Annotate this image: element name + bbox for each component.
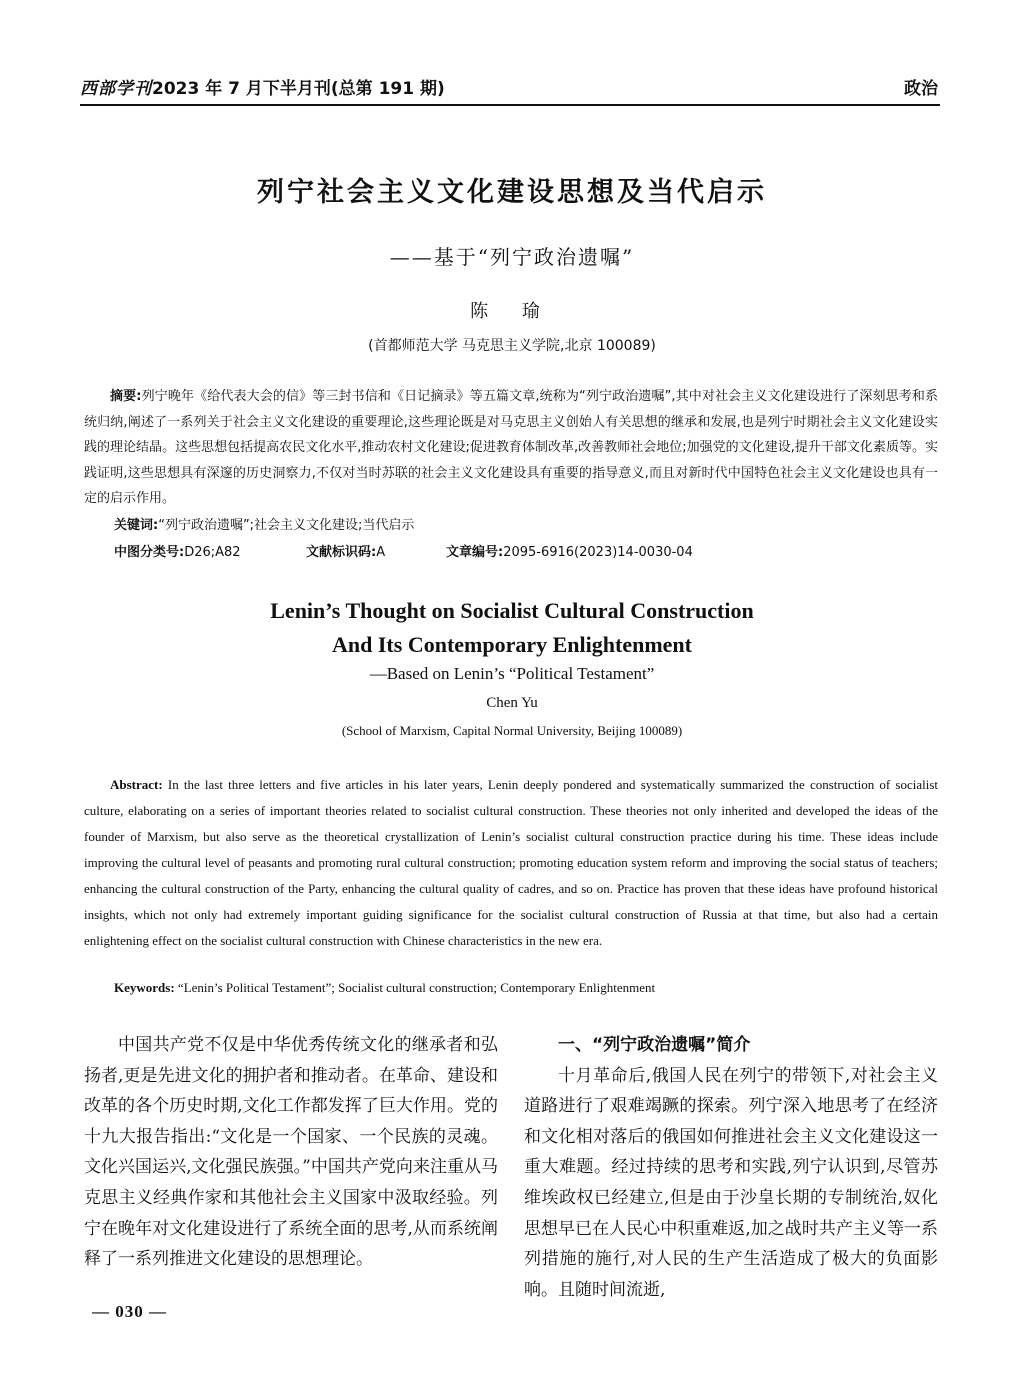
keywords-cn-text: “列宁政治遗嘱”;社会主义文化建设;当代启示 [158,518,415,533]
clc-number [114,541,241,560]
section-label: 政治 [904,79,938,99]
paper-title-en-line2: And Its Contemporary Enlightenment [332,632,692,657]
abstract-cn-text: 列宁晚年《给代表大会的信》等三封书信和《日记摘录》等五篇文章,统称为“列宁政治遗嘱”,其中对社会主义文化建设进行了深刻思考和系统归纳,阐述了一系列关于社会主义文化建设的重要理论,这些理论既是对马克思主义创始人有关思想的继承和发展,也是列宁时期社会主义文化建设实践的理论结晶。这些思想包括提高农民文化水平,推动农村文化建设;促进教育体制改革,改善教师社会地位;加强党的文化建设,提升干部文化素质等。实践证明,这些思想具有深邃的历史洞察力,不仅对当时苏联的社会主义文化建设具有重要的指导意义,而且对新时代中国特色社会主义文化建设也具有一定的启示作用。 [84,389,938,507]
issue-info: 2023 年 7 月下半月刊(总第 191 期) [152,79,445,99]
document-code [306,541,385,560]
document-code-label: 文献标识码: [306,545,377,560]
running-header [80,70,940,106]
page-number: — 030 — [92,1302,167,1321]
keywords-cn-label: 关键词: [114,518,159,533]
abstract-cn [84,384,938,512]
affiliation-en: (School of Marxism, Capital Normal University, Beijing 100089) [341,723,683,738]
affiliation-cn: (首都师范大学 马克思主义学院,北京 100089) [368,338,656,354]
body-paragraph: 十月革命后,俄国人民在列宁的带领下,对社会主义道路进行了艰难竭蹶的探索。列宁深入地思考了在经济和文化相对落后的俄国如何推进社会主义文化建设这一重大难题。经过持续的思考和实践,列宁认识到,尽管苏维埃政权已经建立,但是由于沙皇长期的专制统治,奴化思想早已在人民心中积重难返,加之战时共产主义等一系列措施的施行,对人民的生产生活造成了极大的负面影响。且随时间流逝, [524,1065,938,1300]
article-number-value: 2095-6916(2023)14-0030-04 [503,545,693,560]
abstract-en-text: In the last three letters and five articles in his later years, Lenin deeply pondered and systematically summarized the construction of socialist culture, elaborating on a series of important theories related to socialist cultural construction. These theories not only inherited and developed the ideas of the founder of Marxism, but also serve as the theoretical crystallization of Lenin’s socialist cultural construction practice during his time. These ideas include improving the cultural level of peasants and promoting rural cultural construction; promoting education system reform and improving the social status of teachers; enhancing the cultural construction of the Party, enhancing the cultural quality of cadres, and so on. Practice has proven that these ideas have profound historical insights, which not only had extremely important guiding significance for the socialist cultural construction of Russia at that time, but also had a certain enlightening effect on the socialist cultural construction with Chinese characteristics in the new era. [84,777,938,948]
journal-logo: 西部学刊 [80,79,152,99]
paper-title-en [0,594,1024,662]
body-column-left [84,1030,498,1275]
abstract-en [84,772,938,954]
paper-title-cn: 列宁社会主义文化建设思想及当代启示 [257,177,767,208]
abstract-en-label: Abstract: [110,777,163,792]
author-name-cn: 陈 瑜 [470,301,554,322]
keywords-en-text: “Lenin’s Political Testament”; Socialist cultural construction; Contemporary Enlightenment [177,980,656,995]
article-number [446,541,693,560]
body-column-right [524,1030,938,1305]
journal-issue [80,74,445,99]
clc-value: D26;A82 [184,545,241,560]
paper-title-en-line1: Lenin’s Thought on Socialist Cultural Construction [270,598,754,623]
document-code-value: A [376,545,386,560]
section-heading: 一、“列宁政治遗嘱”简介 [558,1035,751,1055]
keywords-cn [114,514,414,533]
paper-subtitle-cn: ——基于“列宁政治遗嘱” [389,245,635,269]
body-paragraph: 中国共产党不仅是中华优秀传统文化的继承者和弘扬者,更是先进文化的拥护者和推动者。在革命、建设和改革的各个历史时期,文化工作都发挥了巨大作用。党的十九大报告指出:“文化是一个国家、一个民族的灵魂。文化兴国运兴,文化强民族强。”中国共产党向来注重从马克思主义经典作家和其他社会主义国家中汲取经验。列宁在晚年对文化建设进行了系统全面的思考,从而系统阐释了一系列推进文化建设的思想理论。 [84,1035,498,1270]
keywords-en-label: Keywords: [114,980,175,995]
paper-subtitle-en: —Based on Lenin’s “Political Testament” [369,664,655,683]
clc-label: 中图分类号: [114,545,185,560]
abstract-cn-label: 摘要: [110,389,142,404]
article-number-label: 文章编号: [446,545,504,560]
author-name-en: Chen Yu [486,695,538,711]
keywords-en [114,980,655,996]
